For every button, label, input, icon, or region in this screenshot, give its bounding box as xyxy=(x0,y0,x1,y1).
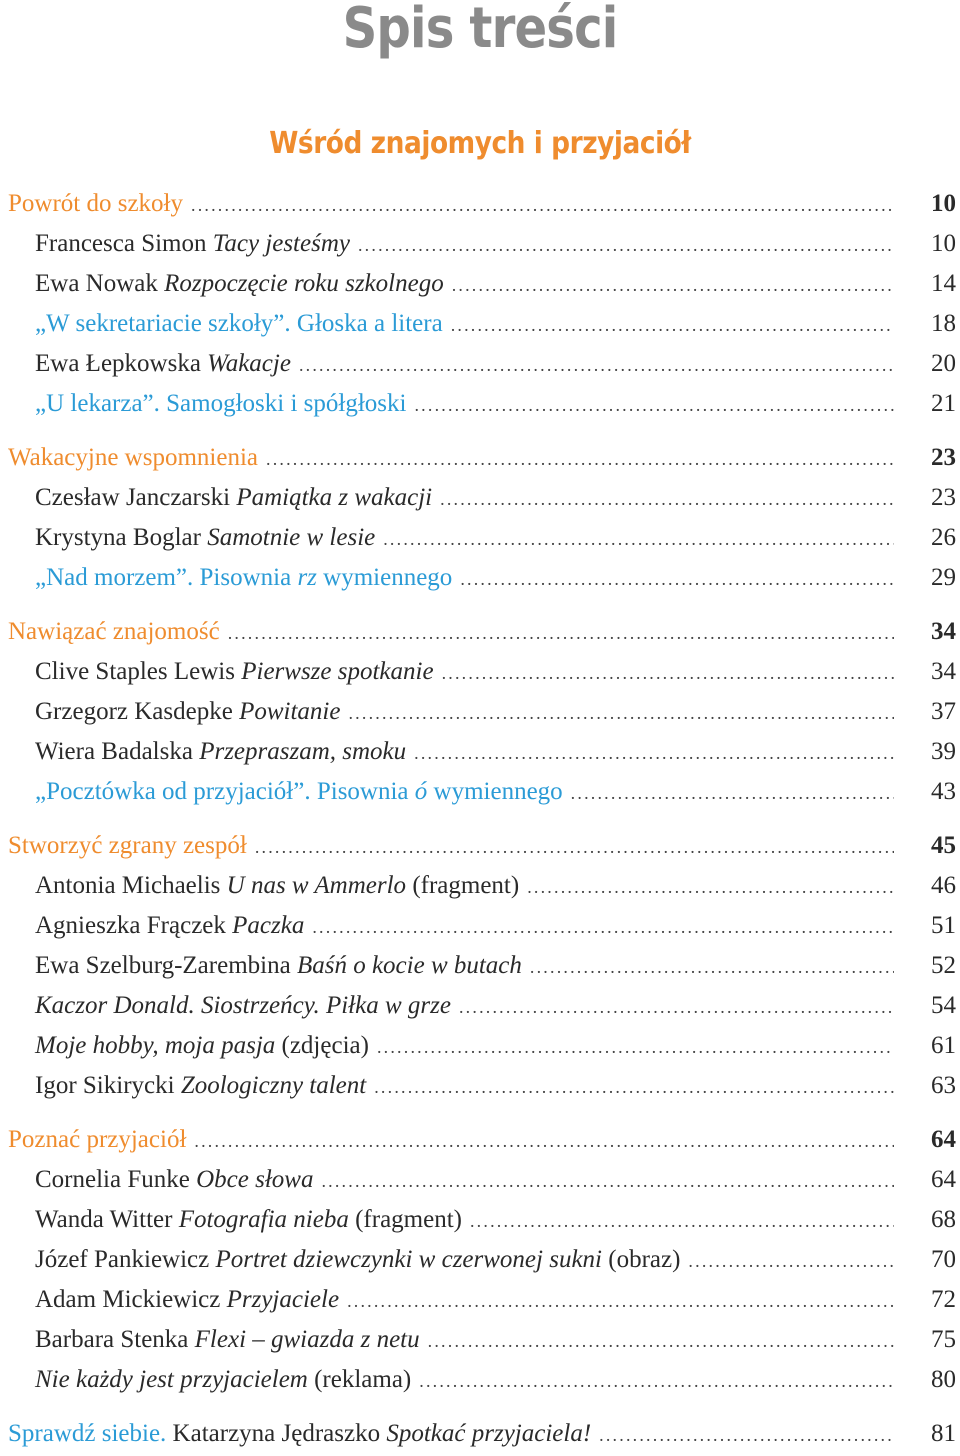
toc-entry[interactable] xyxy=(8,692,956,732)
leader-dots xyxy=(414,733,894,773)
toc-entry[interactable] xyxy=(8,1240,956,1280)
entry-work: U nas w Ammerlo xyxy=(226,872,407,899)
leader-dots xyxy=(688,1241,894,1281)
toc-section-heading[interactable] xyxy=(8,826,956,866)
page-number: 75 xyxy=(931,1326,956,1353)
toc-section-heading[interactable] xyxy=(8,612,956,652)
leader-dots xyxy=(428,1321,894,1361)
toc-section-heading[interactable] xyxy=(8,438,956,478)
leader-dots xyxy=(527,867,894,907)
toc-entry[interactable] xyxy=(8,1280,956,1320)
entry-work: Kaczor Donald. Siostrzeńcy. Piłka w grze xyxy=(35,992,451,1019)
entry-work: Spotkać przyjaciela! xyxy=(386,1420,592,1447)
lesson-title: „U lekarza”. xyxy=(35,390,167,417)
toc-entry[interactable] xyxy=(8,224,956,264)
leader-dots xyxy=(442,653,894,693)
leader-dots xyxy=(383,519,894,559)
lesson-topic: Pisownia xyxy=(199,564,298,591)
page-number: 10 xyxy=(931,190,956,217)
page-number: 21 xyxy=(931,390,956,417)
page-number: 34 xyxy=(931,658,956,685)
entry-author: Józef Pankiewicz xyxy=(35,1246,210,1273)
entry-author: Grzegorz Kasdepke xyxy=(35,698,233,725)
page-number: 37 xyxy=(931,698,956,725)
toc-lesson-entry[interactable] xyxy=(8,772,956,812)
page-number: 54 xyxy=(931,992,956,1019)
entry-author: Katarzyna Jędraszko xyxy=(172,1420,381,1447)
entry-work: Baśń o kocie w butach xyxy=(296,952,522,979)
final-label: Sprawdź siebie. xyxy=(8,1420,167,1447)
page-number: 80 xyxy=(931,1366,956,1393)
page-number: 70 xyxy=(931,1246,956,1273)
leader-dots xyxy=(571,773,894,813)
entry-work: Moje hobby, moja pasja xyxy=(35,1032,276,1059)
entry-work: Paczka xyxy=(232,912,305,939)
leader-dots xyxy=(440,479,894,519)
page-number: 72 xyxy=(931,1286,956,1313)
page-number: 64 xyxy=(931,1126,956,1153)
entry-note: (fragment) xyxy=(355,1206,462,1233)
toc-entry[interactable] xyxy=(8,906,956,946)
entry-work: Fotografia nieba xyxy=(178,1206,349,1233)
toc-lesson-entry[interactable] xyxy=(8,304,956,344)
leader-dots xyxy=(194,1121,894,1161)
entry-author: Ewa Szelburg-Zarembina xyxy=(35,952,291,979)
toc-lesson-entry[interactable] xyxy=(8,384,956,424)
entry-work: Pamiątka z wakacji xyxy=(236,484,433,511)
page-number: 63 xyxy=(931,1072,956,1099)
page-number: 64 xyxy=(931,1166,956,1193)
section-heading-label: Poznać przyjaciół xyxy=(8,1126,187,1153)
entry-note: (zdjęcia) xyxy=(281,1032,369,1059)
lesson-topic-end: wymiennego xyxy=(427,778,563,805)
page-number: 52 xyxy=(931,952,956,979)
leader-dots xyxy=(321,1161,894,1201)
entry-work: Obce słowa xyxy=(196,1166,314,1193)
entry-author: Czesław Janczarski xyxy=(35,484,231,511)
entry-author: Krystyna Boglar xyxy=(35,524,201,551)
toc-entry[interactable] xyxy=(8,478,956,518)
leader-dots xyxy=(452,265,894,305)
section-heading-label: Stworzyć zgrany zespół xyxy=(8,832,247,859)
entry-work: Powitanie xyxy=(239,698,341,725)
section-heading-label: Nawiązać znajomość xyxy=(8,618,220,645)
leader-dots xyxy=(414,385,894,425)
toc-entry[interactable] xyxy=(8,986,956,1026)
leader-dots xyxy=(530,947,894,987)
entry-work: Przyjaciele xyxy=(226,1286,340,1313)
page-number: 51 xyxy=(931,912,956,939)
entry-work: Rozpoczęcie roku szkolnego xyxy=(164,270,444,297)
leader-dots xyxy=(451,305,894,345)
page-title: Spis treści xyxy=(342,0,618,61)
entry-author: Cornelia Funke xyxy=(35,1166,190,1193)
entry-author: Igor Sikirycki xyxy=(35,1072,175,1099)
page-number: 61 xyxy=(931,1032,956,1059)
toc-entry[interactable] xyxy=(8,1026,956,1066)
leader-dots xyxy=(228,613,894,653)
leader-dots xyxy=(460,559,894,599)
entry-author: Antonia Michaelis xyxy=(35,872,221,899)
entry-author: Adam Mickiewicz xyxy=(35,1286,221,1313)
page-number: 26 xyxy=(931,524,956,551)
leader-dots xyxy=(470,1201,894,1241)
leader-dots xyxy=(299,345,894,385)
page-number: 23 xyxy=(931,444,956,471)
toc-entry[interactable] xyxy=(8,344,956,384)
entry-work: Portret dziewczynki w czerwonej sukni xyxy=(215,1246,602,1273)
lesson-title: „W sekretariacie szkoły”. xyxy=(35,310,297,337)
entry-note: (reklama) xyxy=(314,1366,412,1393)
toc-entry[interactable] xyxy=(8,946,956,986)
toc-entry[interactable] xyxy=(8,732,956,772)
section-heading-label: Powrót do szkoły xyxy=(8,190,183,217)
page-number: 20 xyxy=(931,350,956,377)
toc-entry[interactable] xyxy=(8,1320,956,1360)
toc-lesson-entry[interactable] xyxy=(8,558,956,598)
page-number: 39 xyxy=(931,738,956,765)
entry-work: Samotnie w lesie xyxy=(207,524,376,551)
entry-author: Wiera Badalska xyxy=(35,738,193,765)
toc-section-heading[interactable] xyxy=(8,184,956,224)
entry-work: Pierwsze spotkanie xyxy=(241,658,434,685)
leader-dots xyxy=(419,1361,894,1401)
entry-author: Ewa Nowak xyxy=(35,270,158,297)
page-number: 45 xyxy=(931,832,956,859)
leader-dots xyxy=(459,987,894,1027)
entry-work: Tacy jesteśmy xyxy=(212,230,350,257)
leader-dots xyxy=(266,439,894,479)
lesson-topic: Pisownia xyxy=(316,778,415,805)
entry-work: Flexi – gwiazda z netu xyxy=(194,1326,420,1353)
toc-entry[interactable] xyxy=(8,1066,956,1106)
leader-dots xyxy=(358,225,894,265)
leader-dots xyxy=(348,693,894,733)
leader-dots xyxy=(599,1415,894,1455)
toc-entry[interactable] xyxy=(8,1160,956,1200)
toc-entry[interactable] xyxy=(8,652,956,692)
toc-entry[interactable] xyxy=(8,1200,956,1240)
lesson-title: „Pocztówka od przyjaciół”. xyxy=(35,778,317,805)
page-number: 46 xyxy=(931,872,956,899)
toc-entry[interactable] xyxy=(8,264,956,304)
lesson-topic: Samogłoski i spółgłoski xyxy=(166,390,407,417)
leader-dots xyxy=(374,1067,894,1107)
entry-author: Barbara Stenka xyxy=(35,1326,189,1353)
toc-entry[interactable] xyxy=(8,1360,956,1400)
leader-dots xyxy=(377,1027,894,1067)
entry-note: (fragment) xyxy=(412,872,520,899)
page-number: 29 xyxy=(931,564,956,591)
toc-entry[interactable] xyxy=(8,518,956,558)
chapter-title: Wśród znajomych i przyjaciół xyxy=(269,126,691,161)
entry-work: Zoologiczny talent xyxy=(180,1072,367,1099)
toc-final-entry[interactable] xyxy=(8,1414,956,1454)
entry-author: Francesca Simon xyxy=(35,230,207,257)
page-number: 18 xyxy=(931,310,956,337)
lesson-topic-italic: ó xyxy=(414,778,428,805)
page-number: 43 xyxy=(931,778,956,805)
table-of-contents xyxy=(8,184,956,1454)
entry-work: Nie każdy jest przyjacielem xyxy=(35,1366,308,1393)
leader-dots xyxy=(255,827,894,867)
entry-author: Ewa Łepkowska xyxy=(35,350,201,377)
leader-dots xyxy=(191,185,894,225)
entry-work: Wakacje xyxy=(207,350,291,377)
page-number: 10 xyxy=(931,230,956,257)
toc-section-heading[interactable] xyxy=(8,1120,956,1160)
lesson-title: „Nad morzem”. xyxy=(35,564,200,591)
lesson-topic-end: wymiennego xyxy=(316,564,453,591)
page-number: 23 xyxy=(931,484,956,511)
page-number: 14 xyxy=(931,270,956,297)
entry-author: Wanda Witter xyxy=(35,1206,173,1233)
page-number: 81 xyxy=(931,1420,956,1447)
leader-dots xyxy=(347,1281,894,1321)
lesson-topic-italic: rz xyxy=(297,564,317,591)
section-heading-label: Wakacyjne wspomnienia xyxy=(8,444,258,471)
page-number: 68 xyxy=(931,1206,956,1233)
entry-note: (obraz) xyxy=(608,1246,681,1273)
toc-entry[interactable] xyxy=(8,866,956,906)
entry-author: Agnieszka Frączek xyxy=(35,912,226,939)
page-number: 34 xyxy=(931,618,956,645)
entry-author: Clive Staples Lewis xyxy=(35,658,235,685)
entry-work: Przepraszam, smoku xyxy=(199,738,407,765)
leader-dots xyxy=(312,907,894,947)
lesson-topic: Głoska a litera xyxy=(296,310,443,337)
